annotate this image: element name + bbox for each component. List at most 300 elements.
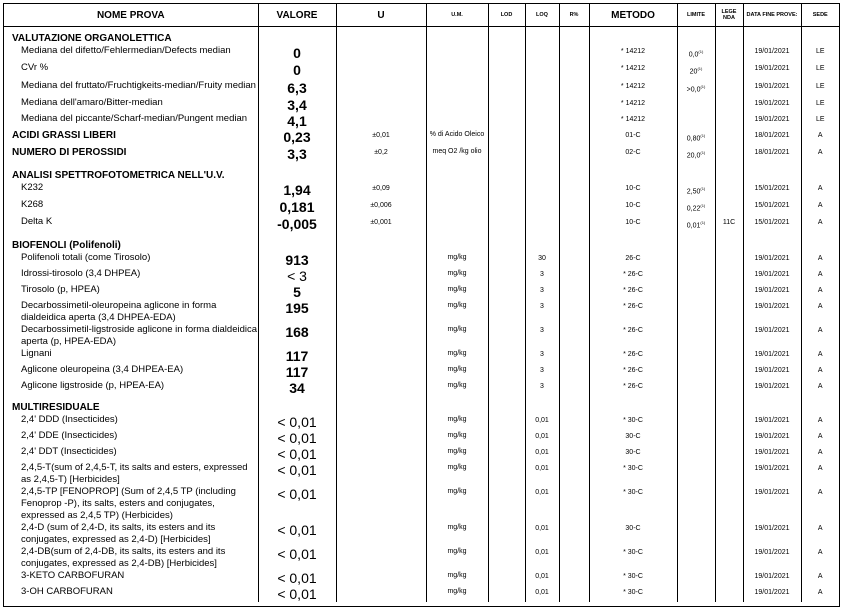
loq-value: 0,01 [525, 414, 559, 430]
site: A [817, 326, 823, 334]
legend-code [715, 268, 743, 284]
method: * 14212 [589, 97, 677, 113]
recovery-value [559, 364, 589, 380]
result-row [4, 446, 839, 462]
result-row [4, 364, 839, 380]
result-row [4, 62, 839, 79]
test-name: Delta K [4, 216, 258, 233]
unit: mg/kg [426, 268, 488, 284]
method: * 26-C [589, 268, 677, 284]
recovery-value [559, 182, 589, 199]
limit-note: (1) [700, 83, 706, 89]
legend-code [715, 348, 743, 364]
test-value: 4,1 [258, 113, 336, 129]
lod-value [488, 146, 525, 163]
recovery-value [559, 45, 589, 62]
test-name: Aglicone oleuropeina (3,4 DHPEA-EA) [4, 364, 258, 380]
method: * 26-C [589, 324, 677, 348]
recovery-value [559, 129, 589, 146]
site: LE [815, 115, 825, 123]
limit [677, 414, 715, 430]
loq-value: 0,01 [525, 446, 559, 462]
limit [677, 80, 715, 97]
lod-value [488, 324, 525, 348]
recovery-value [559, 430, 589, 446]
recovery-value [559, 97, 589, 113]
lod-value [488, 430, 525, 446]
result-row [4, 284, 839, 300]
limit [677, 324, 715, 348]
site: LE [815, 99, 825, 107]
limit-note: (1) [700, 150, 706, 156]
test-value: 195 [258, 300, 336, 324]
unit: mg/kg [426, 546, 488, 570]
loq-value [525, 45, 559, 62]
loq-value: 0,01 [525, 522, 559, 546]
legend-code [715, 380, 743, 396]
site: A [817, 350, 823, 358]
empty-cell [589, 33, 677, 45]
test-name: 3-OH CARBOFURAN [4, 586, 258, 602]
test-value: 0,181 [258, 199, 336, 216]
test-value: 3,4 [258, 97, 336, 113]
limit-value: 0,80 [686, 135, 701, 143]
limit [677, 348, 715, 364]
limit-note: (1) [700, 220, 706, 226]
loq-value: 0,01 [525, 586, 559, 602]
result-row [4, 348, 839, 364]
limit [677, 486, 715, 522]
limit-note: (1) [700, 202, 706, 208]
method: 30-C [589, 522, 677, 546]
limit [677, 586, 715, 602]
uncertainty: ±0,006 [336, 199, 426, 216]
site: LE [815, 82, 825, 90]
test-name: Tirosolo (p, HPEA) [4, 284, 258, 300]
empty-cell [336, 33, 426, 45]
method: * 14212 [589, 45, 677, 62]
empty-cell [258, 33, 336, 45]
test-value: 117 [258, 364, 336, 380]
site: A [817, 254, 823, 262]
empty-cell [743, 164, 801, 182]
empty-cell [488, 234, 525, 252]
result-row [4, 182, 839, 199]
end-date: 19/01/2021 [743, 522, 801, 546]
unit: mg/kg [426, 364, 488, 380]
end-date: 15/01/2021 [743, 216, 801, 233]
site: A [817, 488, 823, 496]
site: A [817, 524, 823, 532]
site: A [817, 448, 823, 456]
result-row [4, 586, 839, 602]
result-row [4, 462, 839, 486]
end-date: 19/01/2021 [743, 486, 801, 522]
uncertainty [336, 324, 426, 348]
unit: mg/kg [426, 430, 488, 446]
empty-cell [559, 234, 589, 252]
report-frame [3, 3, 840, 607]
empty-cell [589, 396, 677, 414]
method: 10-C [589, 216, 677, 233]
empty-cell [525, 234, 559, 252]
site: LE [815, 65, 825, 73]
uncertainty [336, 380, 426, 396]
header-row [4, 4, 839, 27]
limit [677, 182, 715, 199]
uncertainty: ±0,001 [336, 216, 426, 233]
header-data: DATA FINE PROVE: [743, 4, 801, 27]
uncertainty [336, 462, 426, 486]
legend-code [715, 97, 743, 113]
legend-code [715, 324, 743, 348]
end-date: 19/01/2021 [743, 252, 801, 268]
result-row [4, 97, 839, 113]
method: * 14212 [589, 80, 677, 97]
method: * 26-C [589, 348, 677, 364]
empty-cell [258, 234, 336, 252]
recovery-value [559, 414, 589, 430]
result-row [4, 129, 839, 146]
test-name: 2,4,5-T(sum of 2,4,5-T, its salts and esters, expressed as 2,4,5-T) [Herbicides] [4, 462, 258, 486]
test-value: 0 [258, 45, 336, 62]
loq-value [525, 113, 559, 129]
limit [677, 129, 715, 146]
limit [677, 268, 715, 284]
section-row [4, 234, 839, 252]
test-name: 3-KETO CARBOFURAN [4, 570, 258, 586]
recovery-value [559, 570, 589, 586]
test-value: 1,94 [258, 182, 336, 199]
loq-value [525, 80, 559, 97]
recovery-value [559, 252, 589, 268]
legend-code [715, 300, 743, 324]
empty-cell [677, 396, 715, 414]
recovery-value [559, 284, 589, 300]
end-date: 19/01/2021 [743, 414, 801, 430]
loq-value: 0,01 [525, 462, 559, 486]
method: * 14212 [589, 113, 677, 129]
legend-code [715, 62, 743, 79]
limit [677, 113, 715, 129]
recovery-value [559, 199, 589, 216]
lod-value [488, 97, 525, 113]
legend-code: 11C [715, 216, 743, 233]
end-date: 15/01/2021 [743, 182, 801, 199]
limit [677, 300, 715, 324]
method: 26-C [589, 252, 677, 268]
recovery-value [559, 268, 589, 284]
site: A [817, 302, 823, 310]
test-value: < 3 [258, 268, 336, 284]
test-value: 3,3 [258, 146, 336, 163]
limit [677, 97, 715, 113]
method: * 30-C [589, 546, 677, 570]
test-name: K232 [4, 182, 258, 199]
limit [677, 252, 715, 268]
method: * 26-C [589, 364, 677, 380]
empty-cell [677, 234, 715, 252]
uncertainty [336, 284, 426, 300]
legend-code [715, 146, 743, 163]
end-date: 19/01/2021 [743, 300, 801, 324]
header-legenda: LEGE NDA [715, 4, 743, 27]
unit: mg/kg [426, 586, 488, 602]
empty-cell [258, 396, 336, 414]
lod-value [488, 364, 525, 380]
test-name: 2,4,5-TP [FENOPROP] (Sum of 2,4,5 TP (including Fenoprop -P), its salts, esters and conjugates, expressed as 2,4,5 TP) (Herbicides) [4, 486, 258, 522]
uncertainty [336, 97, 426, 113]
loq-value [525, 62, 559, 79]
test-name: Polifenoli totali (come Tirosolo) [4, 252, 258, 268]
empty-cell [426, 234, 488, 252]
limit [677, 216, 715, 233]
method: * 14212 [589, 62, 677, 79]
test-value: 34 [258, 380, 336, 396]
limit [677, 546, 715, 570]
unit: % di Acido Oleico [426, 129, 488, 146]
unit: mg/kg [426, 522, 488, 546]
method: * 26-C [589, 380, 677, 396]
empty-cell [559, 164, 589, 182]
uncertainty [336, 570, 426, 586]
result-row [4, 146, 839, 163]
unit: mg/kg [426, 324, 488, 348]
empty-cell [488, 164, 525, 182]
result-row [4, 486, 839, 522]
test-value: < 0,01 [258, 522, 336, 546]
end-date: 19/01/2021 [743, 546, 801, 570]
site: A [817, 416, 823, 424]
unit [426, 113, 488, 129]
test-name: ACIDI GRASSI LIBERI [4, 129, 258, 146]
empty-cell [559, 396, 589, 414]
loq-value: 3 [525, 364, 559, 380]
unit: mg/kg [426, 300, 488, 324]
lod-value [488, 462, 525, 486]
end-date: 19/01/2021 [743, 268, 801, 284]
recovery-value [559, 146, 589, 163]
end-date: 15/01/2021 [743, 199, 801, 216]
lod-value [488, 522, 525, 546]
result-row [4, 268, 839, 284]
section-title: VALUTAZIONE ORGANOLETTICA [4, 33, 258, 45]
empty-cell [258, 164, 336, 182]
unit [426, 199, 488, 216]
empty-cell [488, 396, 525, 414]
site: A [817, 219, 823, 227]
test-name: Mediana del piccante/Scharf-median/Pungent median [4, 113, 258, 129]
recovery-value [559, 324, 589, 348]
site: A [817, 270, 823, 278]
uncertainty [336, 414, 426, 430]
results-body [4, 27, 839, 602]
empty-cell [525, 164, 559, 182]
uncertainty [336, 546, 426, 570]
empty-cell [559, 33, 589, 45]
test-name: Aglicone ligstroside (p, HPEA-EA) [4, 380, 258, 396]
lod-value [488, 348, 525, 364]
empty-cell [801, 234, 839, 252]
recovery-value [559, 300, 589, 324]
test-value: 117 [258, 348, 336, 364]
limit-value: 20 [689, 68, 698, 76]
end-date: 18/01/2021 [743, 146, 801, 163]
lod-value [488, 570, 525, 586]
limit [677, 62, 715, 79]
end-date: 19/01/2021 [743, 570, 801, 586]
site: A [817, 572, 823, 580]
empty-cell [715, 164, 743, 182]
header-metodo: METODO [589, 4, 677, 27]
empty-cell [589, 234, 677, 252]
result-row [4, 546, 839, 570]
unit [426, 62, 488, 79]
unit: mg/kg [426, 446, 488, 462]
result-row [4, 522, 839, 546]
lod-value [488, 380, 525, 396]
site: A [817, 184, 823, 192]
site: A [817, 382, 823, 390]
test-name: Lignani [4, 348, 258, 364]
uncertainty [336, 268, 426, 284]
loq-value: 0,01 [525, 546, 559, 570]
uncertainty [336, 586, 426, 602]
uncertainty [336, 62, 426, 79]
method: 01-C [589, 129, 677, 146]
lod-value [488, 446, 525, 462]
recovery-value [559, 348, 589, 364]
uncertainty [336, 45, 426, 62]
test-value: < 0,01 [258, 570, 336, 586]
end-date: 19/01/2021 [743, 348, 801, 364]
limit [677, 446, 715, 462]
loq-value [525, 216, 559, 233]
legend-code [715, 252, 743, 268]
legend-code [715, 199, 743, 216]
end-date: 19/01/2021 [743, 97, 801, 113]
empty-cell [525, 396, 559, 414]
section-title: BIOFENOLI (Polifenoli) [4, 234, 258, 252]
empty-cell [677, 33, 715, 45]
header-valore: VALORE [258, 4, 336, 27]
lod-value [488, 62, 525, 79]
end-date: 19/01/2021 [743, 80, 801, 97]
test-value: 6,3 [258, 80, 336, 97]
empty-cell [743, 33, 801, 45]
legend-code [715, 364, 743, 380]
test-name: Mediana del difetto/Fehlermedian/Defects median [4, 45, 258, 62]
limit-value: 2,50 [686, 187, 701, 195]
lod-value [488, 268, 525, 284]
uncertainty [336, 80, 426, 97]
loq-value: 3 [525, 324, 559, 348]
empty-cell [426, 164, 488, 182]
end-date: 19/01/2021 [743, 364, 801, 380]
unit [426, 97, 488, 113]
empty-cell [715, 396, 743, 414]
legend-code [715, 570, 743, 586]
test-name: Mediana del fruttato/Fruchtigkeits-median/Fruity median [4, 80, 258, 97]
limit [677, 380, 715, 396]
empty-cell [426, 33, 488, 45]
unit [426, 80, 488, 97]
limit [677, 462, 715, 486]
method: * 26-C [589, 284, 677, 300]
end-date: 19/01/2021 [743, 380, 801, 396]
test-value: < 0,01 [258, 446, 336, 462]
header-um: U.M. [426, 4, 488, 27]
empty-cell [488, 33, 525, 45]
recovery-value [559, 80, 589, 97]
result-row [4, 216, 839, 233]
limit-value: >0,0 [686, 85, 701, 93]
test-name: 2,4-D (sum of 2,4-D, its salts, its esters and its conjugates, expressed as 2,4-D) [Herbicides] [4, 522, 258, 546]
site: LE [815, 48, 825, 55]
end-date: 19/01/2021 [743, 446, 801, 462]
end-date: 19/01/2021 [743, 284, 801, 300]
limit [677, 570, 715, 586]
lod-value [488, 199, 525, 216]
empty-cell [801, 164, 839, 182]
limit-value: 20,0 [686, 152, 701, 160]
site: A [817, 149, 823, 157]
limit-note: (1) [697, 66, 703, 72]
loq-value [525, 199, 559, 216]
method: * 26-C [589, 300, 677, 324]
lod-value [488, 129, 525, 146]
end-date: 19/01/2021 [743, 62, 801, 79]
uncertainty [336, 252, 426, 268]
header-sede: SEDE [801, 4, 839, 27]
legend-code [715, 462, 743, 486]
test-value: 913 [258, 252, 336, 268]
method: * 30-C [589, 570, 677, 586]
unit: mg/kg [426, 380, 488, 396]
end-date: 19/01/2021 [743, 586, 801, 602]
result-row [4, 380, 839, 396]
test-value: < 0,01 [258, 586, 336, 602]
uncertainty [336, 486, 426, 522]
loq-value: 0,01 [525, 430, 559, 446]
recovery-value [559, 546, 589, 570]
result-row [4, 430, 839, 446]
recovery-value [559, 62, 589, 79]
lod-value [488, 45, 525, 62]
loq-value: 0,01 [525, 486, 559, 522]
limit [677, 522, 715, 546]
lod-value [488, 546, 525, 570]
test-value: 5 [258, 284, 336, 300]
method: * 30-C [589, 462, 677, 486]
recovery-value [559, 586, 589, 602]
limit [677, 45, 715, 62]
test-name: Decarbossimetil-oleuropeina aglicone in forma dialdeidica aperta (3,4 DHPEA-EDA) [4, 300, 258, 324]
unit: mg/kg [426, 570, 488, 586]
result-row [4, 324, 839, 348]
method: * 30-C [589, 414, 677, 430]
uncertainty: ±0,01 [336, 129, 426, 146]
uncertainty [336, 113, 426, 129]
empty-cell [336, 234, 426, 252]
result-row [4, 113, 839, 129]
result-row [4, 414, 839, 430]
result-row [4, 252, 839, 268]
empty-cell [589, 164, 677, 182]
limit [677, 199, 715, 216]
lod-value [488, 113, 525, 129]
recovery-value [559, 462, 589, 486]
